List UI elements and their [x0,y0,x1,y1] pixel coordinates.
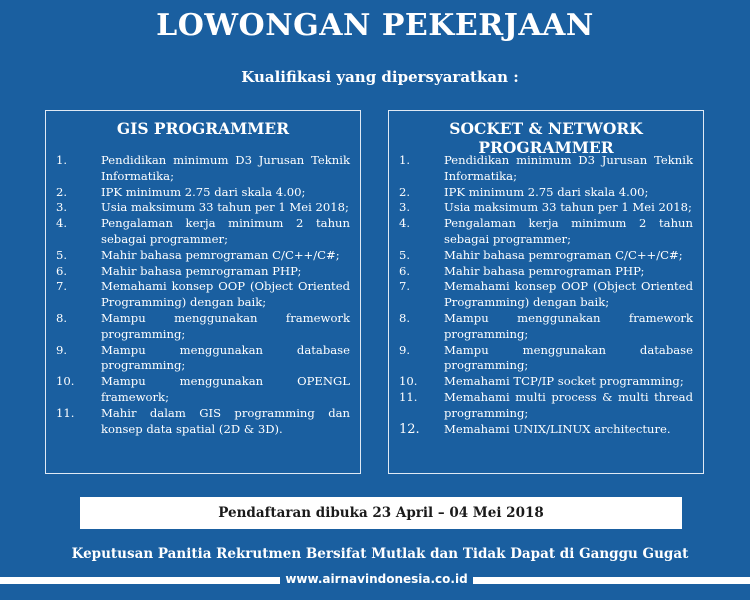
position-title: SOCKET & NETWORK PROGRAMMER [449,119,643,157]
requirements-list [46,153,360,437]
list-item-number: 7. [399,279,411,294]
list-item [399,264,693,280]
list-item-text: IPK minimum 2.75 dari skala 4.00; [101,184,306,199]
list-item-number: 5. [56,247,68,262]
list-item [399,422,693,438]
list-item [56,406,350,438]
list-item-number: 12. [399,421,420,437]
list-item [399,153,693,185]
list-item [56,216,350,248]
list-item [56,153,350,185]
list-item-number: 10. [399,374,418,389]
list-item-number: 4. [399,216,411,231]
list-item-number: 6. [56,263,68,278]
list-item [399,374,693,390]
page-title: LOWONGAN PEKERJAAN [156,8,594,43]
list-item-number: 9. [399,342,411,357]
registration-banner: Pendaftaran dibuka 23 April – 04 Mei 2018 [80,497,682,529]
list-item-text: Memahami UNIX/LINUX architecture. [444,421,671,436]
list-item [399,311,693,343]
list-item-number: 1. [399,153,411,167]
list-item-text: IPK minimum 2.75 dari skala 4.00; [444,184,649,199]
panel-gis-programmer [45,110,361,474]
list-item-text: Mampu menggunakan framework programming; [101,310,350,341]
list-item [399,185,693,201]
list-item-text: Usia maksimum 33 tahun per 1 Mei 2018; [444,200,692,215]
list-item-number: 8. [56,310,68,325]
list-item [56,279,350,311]
footer-note: Keputusan Panitia Rekrutmen Bersifat Mutlak dan Tidak Dapat di Ganggu Gugat [71,546,689,562]
list-item [56,264,350,280]
list-item-number: 3. [399,200,411,215]
list-item-text: Usia maksimum 33 tahun per 1 Mei 2018; [101,200,349,215]
list-item-text: Memahami konsep OOP (Object Oriented Programming) dengan baik; [444,279,693,310]
panel-socket-network-programmer [388,110,704,474]
list-item [399,248,693,264]
list-item-text: Mampu menggunakan framework programming; [444,310,693,341]
list-item [399,200,693,216]
list-item-text: Mahir bahasa pemrograman PHP; [444,263,645,278]
list-item-text: Memahami konsep OOP (Object Oriented Programming) dengan baik; [101,279,350,310]
list-item-number: 1. [56,153,68,167]
list-item-number: 8. [399,310,411,325]
list-item-text: Pengalaman kerja minimum 2 tahun sebagai programmer; [444,216,693,246]
list-item-number: 6. [399,263,411,278]
list-item [56,374,350,406]
list-item [399,279,693,311]
list-item-text: Pendidikan minimum D3 Jurusan Teknik Informatika; [101,153,350,183]
list-item-text: Pendidikan minimum D3 Jurusan Teknik Informatika; [444,153,693,183]
list-item-text: Pengalaman kerja minimum 2 tahun sebagai programmer; [101,216,350,246]
list-item [56,200,350,216]
list-item-number: 10. [56,374,75,389]
list-item [399,216,693,248]
requirements-list [389,153,703,437]
list-item-number: 11. [399,389,418,404]
list-item [399,390,693,422]
footer-divider-left [0,577,280,584]
list-item [56,185,350,201]
list-item-text: Mampu menggunakan OPENGL framework; [101,374,350,404]
list-item-text: Memahami multi process & multi thread programming; [444,389,693,420]
list-item-number: 2. [56,184,68,199]
list-item-number: 9. [56,342,68,357]
list-item [56,311,350,343]
website-link[interactable]: www.airnavindonesia.co.id [285,572,468,586]
list-item-text: Mampu menggunakan database programming; [444,342,693,373]
list-item-text: Mahir bahasa pemrograman C/C++/C#; [101,247,340,262]
list-item [56,343,350,375]
list-item-number: 11. [56,405,75,420]
list-item [56,248,350,264]
list-item-number: 4. [56,216,68,231]
list-item-number: 2. [399,184,411,199]
list-item-text: Mahir bahasa pemrograman PHP; [101,263,302,278]
footer-divider-right [473,577,750,584]
list-item-text: Memahami TCP/IP socket programming; [444,374,684,389]
list-item-number: 3. [56,200,68,215]
list-item-number: 7. [56,279,68,294]
position-title: GIS PROGRAMMER [116,119,290,138]
list-item-text: Mampu menggunakan database programming; [101,342,350,373]
qualification-subtitle: Kualifikasi yang dipersyaratkan : [241,68,519,86]
list-item [399,343,693,375]
list-item-text: Mahir bahasa pemrograman C/C++/C#; [444,247,683,262]
list-item-number: 5. [399,247,411,262]
list-item-text: Mahir dalam GIS programming dan konsep data spatial (2D & 3D). [101,405,350,436]
